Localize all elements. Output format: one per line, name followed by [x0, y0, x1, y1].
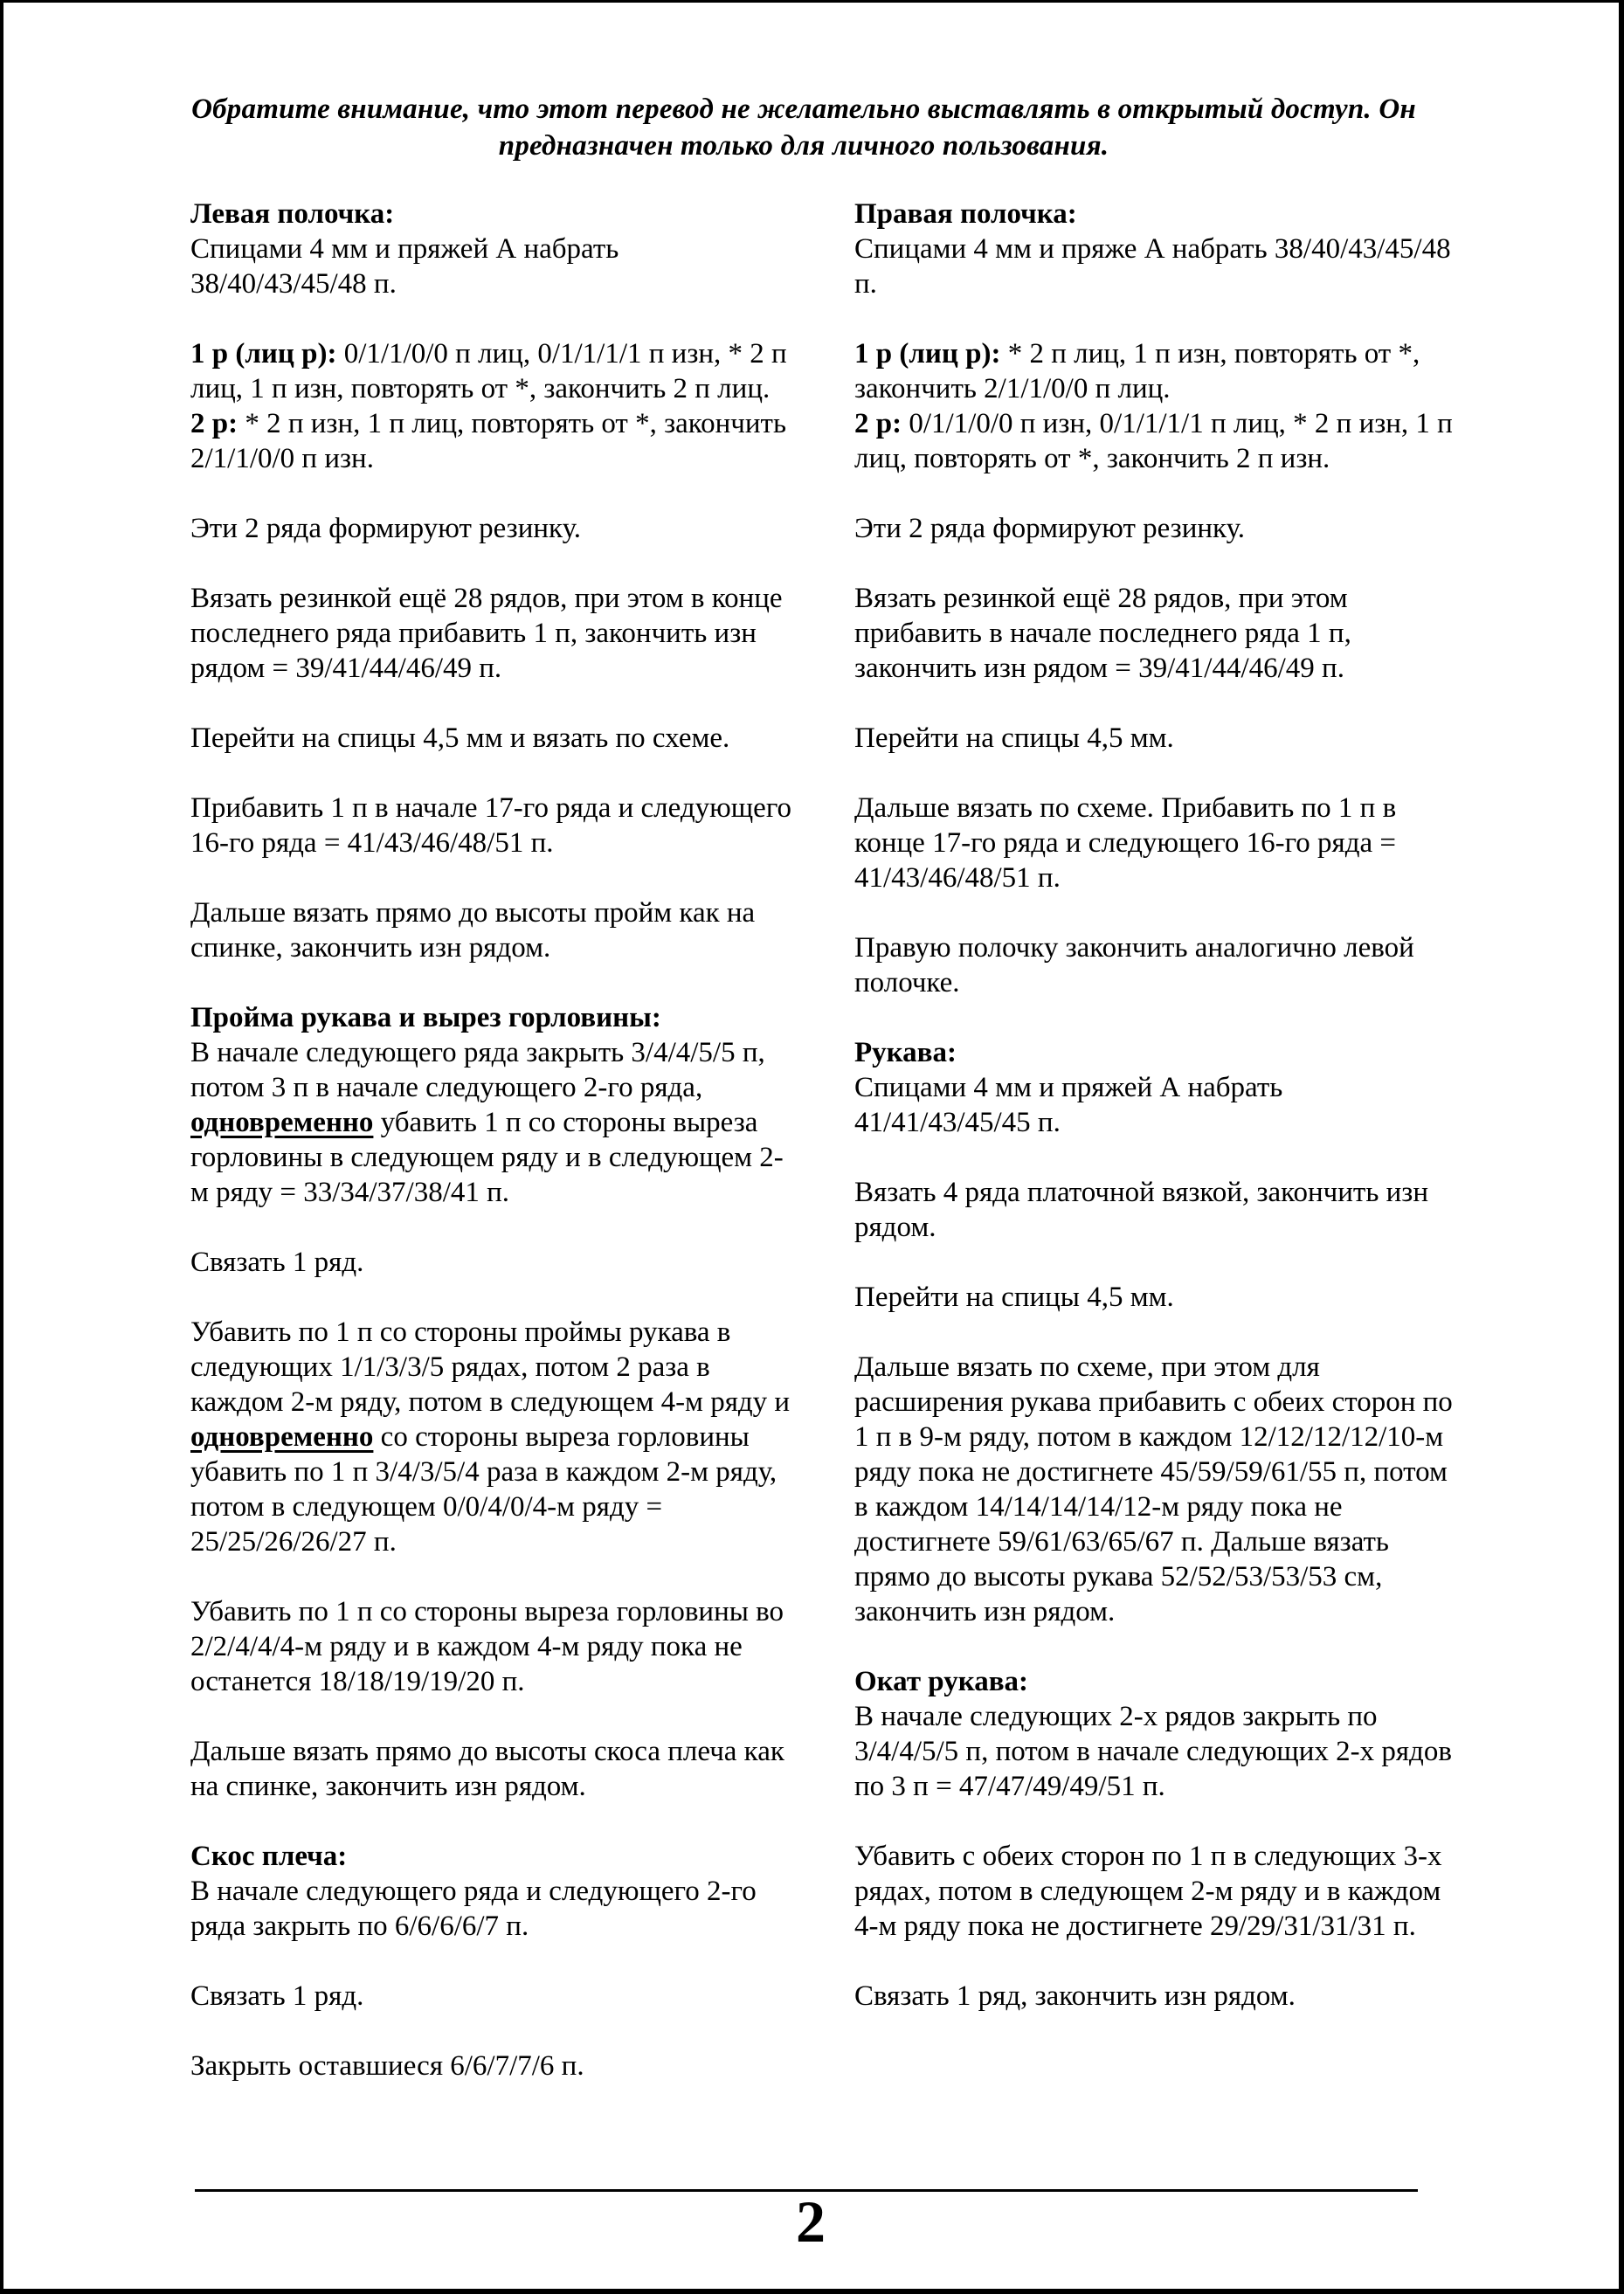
text-segment: Скос плеча:	[190, 1841, 348, 1872]
paragraph	[190, 1315, 797, 1559]
paragraph	[854, 1070, 1461, 1140]
paragraph	[190, 2049, 797, 2083]
text-segment: Перейти на спицы 4,5 мм.	[854, 722, 1174, 754]
paragraph	[854, 231, 1461, 301]
paragraph	[190, 1874, 797, 1944]
text-segment: Правая полочка:	[854, 198, 1077, 230]
paragraph	[190, 1245, 797, 1280]
text-segment: 0/1/1/0/0 п изн, 0/1/1/1/1 п лиц, * 2 п изн, 1 п лиц, повторять от *, закончить 2 п изн.	[854, 408, 1453, 474]
text-segment: Эти 2 ряда формируют резинку.	[190, 513, 582, 544]
paragraph	[190, 1594, 797, 1699]
text-segment: В начале следующего ряда и следующего 2-го ряда закрыть по 6/6/6/6/7 п.	[190, 1876, 757, 1942]
text-segment: Окат рукава:	[854, 1666, 1029, 1697]
copyright-notice	[188, 91, 1420, 164]
paragraph	[190, 895, 797, 965]
paragraph	[854, 1280, 1461, 1315]
text-segment: Вязать резинкой ещё 28 рядов, при этом в конце последнего ряда прибавить 1 п, закончить изн рядом = 39/41/44/46/49 п.	[190, 583, 783, 684]
paragraph	[854, 336, 1461, 406]
emphasized-term: одновременно	[190, 1421, 374, 1453]
text-segment: 1 р (лиц р):	[854, 338, 1008, 370]
text-segment: Связать 1 ряд.	[190, 1247, 364, 1278]
section-heading	[190, 1000, 797, 1035]
text-segment: Спицами 4 мм и пряжей А набрать 41/41/43/45/45 п.	[854, 1072, 1283, 1138]
section-heading	[190, 1839, 797, 1874]
section-heading	[854, 1035, 1461, 1070]
text-segment: Вязать 4 ряда платочной вязкой, закончить изн рядом.	[854, 1177, 1428, 1243]
paragraph	[190, 581, 797, 686]
right-text-column	[854, 197, 1461, 2049]
text-segment: * 2 п изн, 1 п лиц, повторять от *, закончить 2/1/1/0/0 п изн.	[190, 408, 787, 474]
text-segment: Дальше вязать по схеме. Прибавить по 1 п в конце 17-го ряда и следующего 16-го ряда = 41/43/46/48/51 п.	[854, 792, 1397, 894]
text-segment: 1 р (лиц р):	[190, 338, 344, 370]
text-segment: Убавить по 1 п со стороны проймы рукава в следующих 1/1/3/3/5 рядах, потом 2 раза в каждом 2-м ряду, потом в следующем 4-м ряду и	[190, 1316, 791, 1418]
text-segment: 2 р:	[854, 408, 909, 439]
text-segment: Спицами 4 мм и пряже А набрать 38/40/43/45/48 п.	[854, 233, 1451, 300]
paragraph	[190, 1979, 797, 2014]
text-segment: 0/1/1/0/0 п лиц, 0/1/1/1/1 п изн, * 2 п лиц, 1 п изн, повторять от *, закончить 2 п лиц.	[190, 338, 787, 404]
notice-line-1: Обратите внимание, что этот перевод не желательно выставлять в открытый доступ. Он	[191, 93, 1416, 125]
notice-line-2: предназначен только для личного пользования.	[498, 130, 1109, 162]
text-segment: Правую полочку закончить аналогично левой полочке.	[854, 932, 1414, 998]
paragraph	[190, 721, 797, 756]
text-segment: Перейти на спицы 4,5 мм.	[854, 1282, 1174, 1313]
paragraph	[190, 511, 797, 546]
page-number: 2	[796, 2188, 826, 2255]
paragraph	[190, 231, 797, 301]
text-segment: Связать 1 ряд, закончить изн рядом.	[854, 1980, 1296, 2012]
emphasized-term: одновременно	[190, 1107, 374, 1138]
text-segment: Перейти на спицы 4,5 мм и вязать по схеме.	[190, 722, 730, 754]
section-heading	[854, 1664, 1461, 1699]
paragraph	[190, 1734, 797, 1804]
paragraph	[190, 791, 797, 860]
paragraph	[854, 1175, 1461, 1245]
text-segment: Связать 1 ряд.	[190, 1980, 364, 2012]
paragraph	[854, 1699, 1461, 1804]
paragraph	[854, 406, 1461, 476]
text-segment: Дальше вязать прямо до высоты пройм как на спинке, закончить изн рядом.	[190, 897, 756, 964]
paragraph	[854, 511, 1461, 546]
text-segment: Пройма рукава и вырез горловины:	[190, 1002, 661, 1033]
text-segment: со стороны выреза горловины убавить по 1 п 3/4/3/5/4 раза в каждом 2-м ряду, потом в следующем 0/0/4/0/4-м ряду = 25/25/26/26/27 п.	[190, 1421, 777, 1558]
text-segment: Вязать резинкой ещё 28 рядов, при этом прибавить в начале последнего ряда 1 п, закончить изн рядом = 39/41/44/46/49 п.	[854, 583, 1351, 684]
left-text-column	[190, 197, 797, 2118]
text-segment: В начале следующего ряда закрыть 3/4/4/5/5 п, потом 3 п в начале следующего 2-го ряда,	[190, 1037, 765, 1103]
paragraph	[854, 721, 1461, 756]
paragraph	[854, 1979, 1461, 2014]
paragraph	[854, 1839, 1461, 1944]
text-segment: Эти 2 ряда формируют резинку.	[854, 513, 1246, 544]
text-segment: В начале следующих 2-х рядов закрыть по 3/4/4/5/5 п, потом в начале следующих 2-х рядов по 3 п = 47/47/49/49/51 п.	[854, 1701, 1452, 1802]
paragraph	[190, 1035, 797, 1210]
text-segment: Спицами 4 мм и пряжей А набрать 38/40/43/45/48 п.	[190, 233, 619, 300]
paragraph	[190, 406, 797, 476]
section-heading	[190, 197, 797, 231]
text-segment: убавить 1 п со стороны выреза горловины в следующем ряду и в следующем 2-м ряду = 33/34/37/38/41 п.	[190, 1107, 784, 1208]
paragraph	[190, 336, 797, 406]
paragraph	[854, 581, 1461, 686]
text-segment: Рукава:	[854, 1037, 957, 1068]
text-segment: Дальше вязать прямо до высоты скоса плеча как на спинке, закончить изн рядом.	[190, 1736, 784, 1802]
text-segment: 2 р:	[190, 408, 245, 439]
text-segment: Дальше вязать по схеме, при этом для расширения рукава прибавить с обеих сторон по 1 п в 9-м ряду, потом в каждом 12/12/12/12/10-м ряду пока не достигнете 45/59/59/61/55 п, потом в каждом 14/14/14/14/12-м ряду пока не достигнете 59/61/63/65/67 п. Дальше вязать прямо до высоты рукава 52/52/53/53/53 см, закончить изн рядом.	[854, 1351, 1453, 1627]
paragraph	[854, 791, 1461, 895]
section-heading	[854, 197, 1461, 231]
text-segment: Прибавить 1 п в начале 17-го ряда и следующего 16-го ряда = 41/43/46/48/51 п.	[190, 792, 792, 859]
text-segment: Левая полочка:	[190, 198, 395, 230]
text-segment: Убавить по 1 п со стороны выреза горловины во 2/2/4/4/4-м ряду и в каждом 4-м ряду пока не останется 18/18/19/19/20 п.	[190, 1596, 784, 1697]
text-segment: Закрыть оставшиеся 6/6/7/7/6 п.	[190, 2050, 584, 2082]
text-segment: * 2 п лиц, 1 п изн, повторять от *, закончить 2/1/1/0/0 п лиц.	[854, 338, 1420, 404]
paragraph	[854, 1350, 1461, 1629]
text-segment: Убавить с обеих сторон по 1 п в следующих 3-х рядах, потом в следующем 2-м ряду и в каждом 4-м ряду пока не достигнете 29/29/31/31/31 п.	[854, 1841, 1442, 1942]
paragraph	[854, 930, 1461, 1000]
